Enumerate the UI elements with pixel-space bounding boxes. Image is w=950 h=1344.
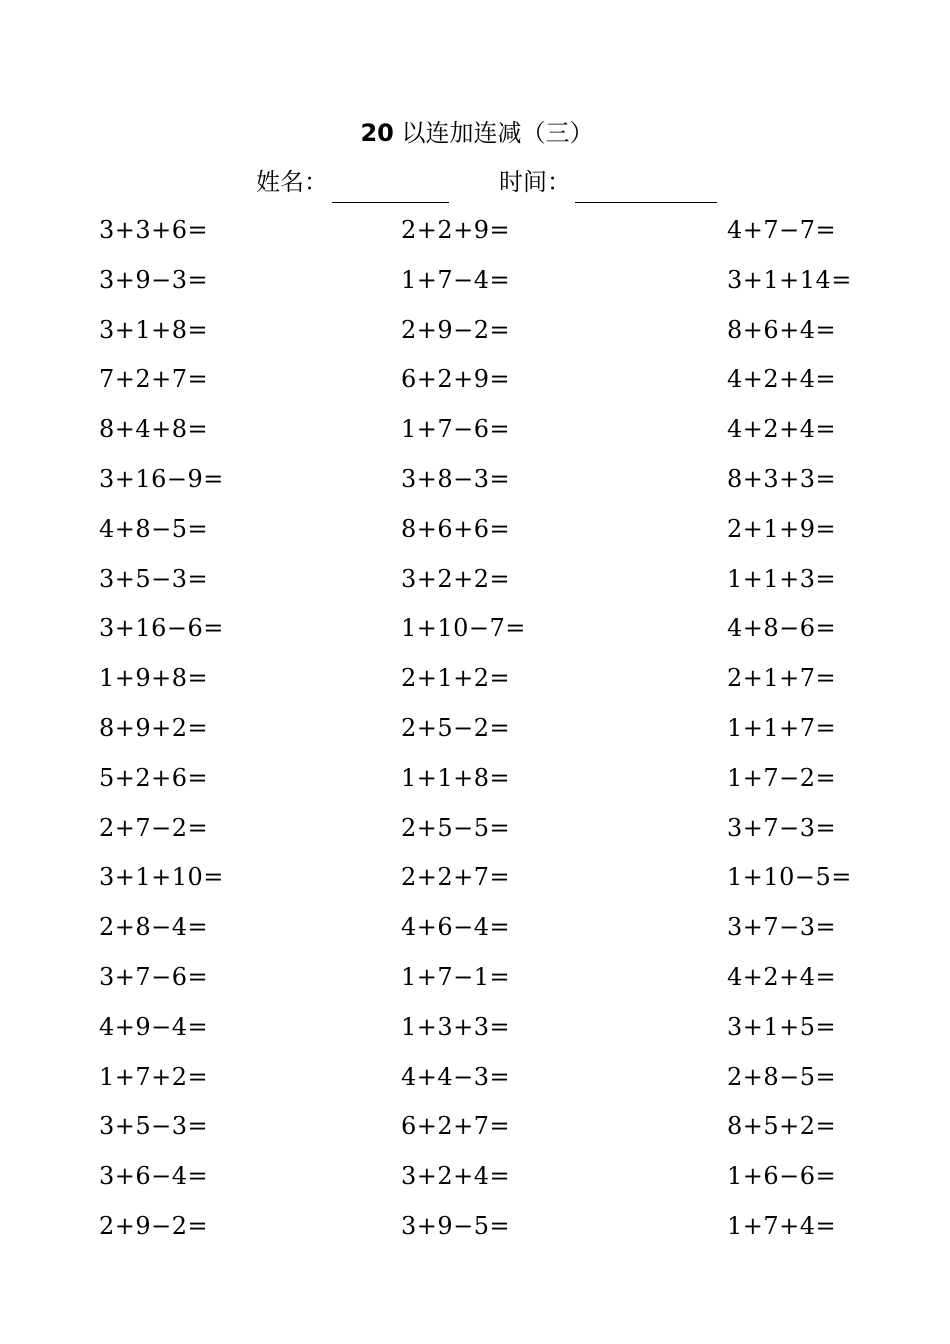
time-blank-line bbox=[575, 166, 717, 203]
math-problem: 3+7−3= bbox=[727, 913, 837, 942]
math-problem: 3+1+14= bbox=[727, 265, 852, 294]
math-problem: 1+10−7= bbox=[401, 614, 526, 643]
math-problem: 3+2+2= bbox=[401, 564, 511, 593]
math-problem: 6+2+9= bbox=[401, 365, 511, 394]
math-problem: 4+2+4= bbox=[727, 415, 837, 444]
math-problem: 1+7−2= bbox=[727, 763, 837, 792]
math-problem: 2+5−5= bbox=[401, 813, 511, 842]
math-problem: 3+16−9= bbox=[99, 464, 224, 493]
math-problem: 8+6+6= bbox=[401, 514, 511, 543]
math-problem: 2+8−5= bbox=[727, 1062, 837, 1091]
name-label: 姓名： bbox=[256, 168, 328, 196]
math-problem: 2+5−2= bbox=[401, 713, 511, 742]
math-problem: 4+6−4= bbox=[401, 913, 511, 942]
math-problem: 1+1+7= bbox=[727, 713, 837, 742]
page-title bbox=[0, 117, 950, 149]
problem-column-2 bbox=[401, 211, 526, 1257]
math-problem: 3+7−6= bbox=[99, 962, 209, 991]
math-problem: 1+7−6= bbox=[401, 415, 511, 444]
math-problem: 3+1+8= bbox=[99, 315, 209, 344]
math-problem: 3+1+10= bbox=[99, 863, 224, 892]
name-blank-line bbox=[332, 166, 449, 203]
math-problem: 3+8−3= bbox=[401, 464, 511, 493]
math-problem: 3+3+6= bbox=[99, 216, 209, 244]
time-label: 时间： bbox=[499, 168, 571, 196]
math-problem: 8+5+2= bbox=[727, 1112, 837, 1141]
math-problem: 3+5−3= bbox=[99, 564, 209, 593]
math-problem: 4+7−7= bbox=[727, 216, 837, 244]
math-problem: 1+6−6= bbox=[727, 1162, 837, 1191]
math-problem: 1+9+8= bbox=[99, 664, 209, 693]
math-problem: 1+7+2= bbox=[99, 1062, 209, 1091]
math-problem: 2+1+2= bbox=[401, 664, 511, 693]
math-problem: 1+1+3= bbox=[727, 564, 837, 593]
math-problem: 3+2+4= bbox=[401, 1162, 511, 1191]
math-problem: 1+1+8= bbox=[401, 763, 511, 792]
math-problem: 2+2+7= bbox=[401, 863, 511, 892]
math-problem: 2+1+9= bbox=[727, 514, 837, 543]
name-field-group bbox=[256, 166, 449, 203]
math-problem: 4+2+4= bbox=[727, 365, 837, 394]
math-problem: 2+1+7= bbox=[727, 664, 837, 693]
math-problem: 4+4−3= bbox=[401, 1062, 511, 1091]
math-problem: 8+6+4= bbox=[727, 315, 837, 344]
math-problem: 4+2+4= bbox=[727, 962, 837, 991]
title-text: 以连加连减（三） bbox=[401, 119, 594, 147]
math-problem: 4+8−5= bbox=[99, 514, 209, 543]
math-problem: 5+2+6= bbox=[99, 763, 209, 792]
math-problem: 7+2+7= bbox=[99, 365, 209, 394]
math-problem: 3+9−3= bbox=[99, 265, 209, 294]
math-problem: 2+7−2= bbox=[99, 813, 209, 842]
math-problem: 4+8−6= bbox=[727, 614, 837, 643]
time-field-group bbox=[499, 166, 717, 203]
math-problem: 3+16−6= bbox=[99, 614, 224, 643]
math-problem: 3+6−4= bbox=[99, 1162, 209, 1191]
math-problem: 1+3+3= bbox=[401, 1012, 511, 1041]
math-problem: 8+3+3= bbox=[727, 464, 837, 493]
math-problem: 6+2+7= bbox=[401, 1112, 511, 1141]
math-problem: 2+8−4= bbox=[99, 913, 209, 942]
problem-column-1 bbox=[99, 211, 224, 1257]
math-problem: 3+7−3= bbox=[727, 813, 837, 842]
math-problem: 8+4+8= bbox=[99, 415, 209, 444]
math-problem: 2+9−2= bbox=[401, 315, 511, 344]
math-problem: 8+9+2= bbox=[99, 713, 209, 742]
math-problem: 1+10−5= bbox=[727, 863, 852, 892]
math-problem: 3+1+5= bbox=[727, 1012, 837, 1041]
math-problem: 2+2+9= bbox=[401, 216, 511, 244]
math-problem: 3+9−5= bbox=[401, 1211, 511, 1240]
math-problem: 1+7−1= bbox=[401, 962, 511, 991]
math-problem: 2+9−2= bbox=[99, 1211, 209, 1240]
math-problem: 4+9−4= bbox=[99, 1012, 209, 1041]
math-problem: 1+7−4= bbox=[401, 265, 511, 294]
title-number: 20 bbox=[360, 119, 394, 147]
math-problem: 3+5−3= bbox=[99, 1112, 209, 1141]
math-problem: 1+7+4= bbox=[727, 1211, 837, 1240]
problem-column-3 bbox=[727, 211, 852, 1257]
